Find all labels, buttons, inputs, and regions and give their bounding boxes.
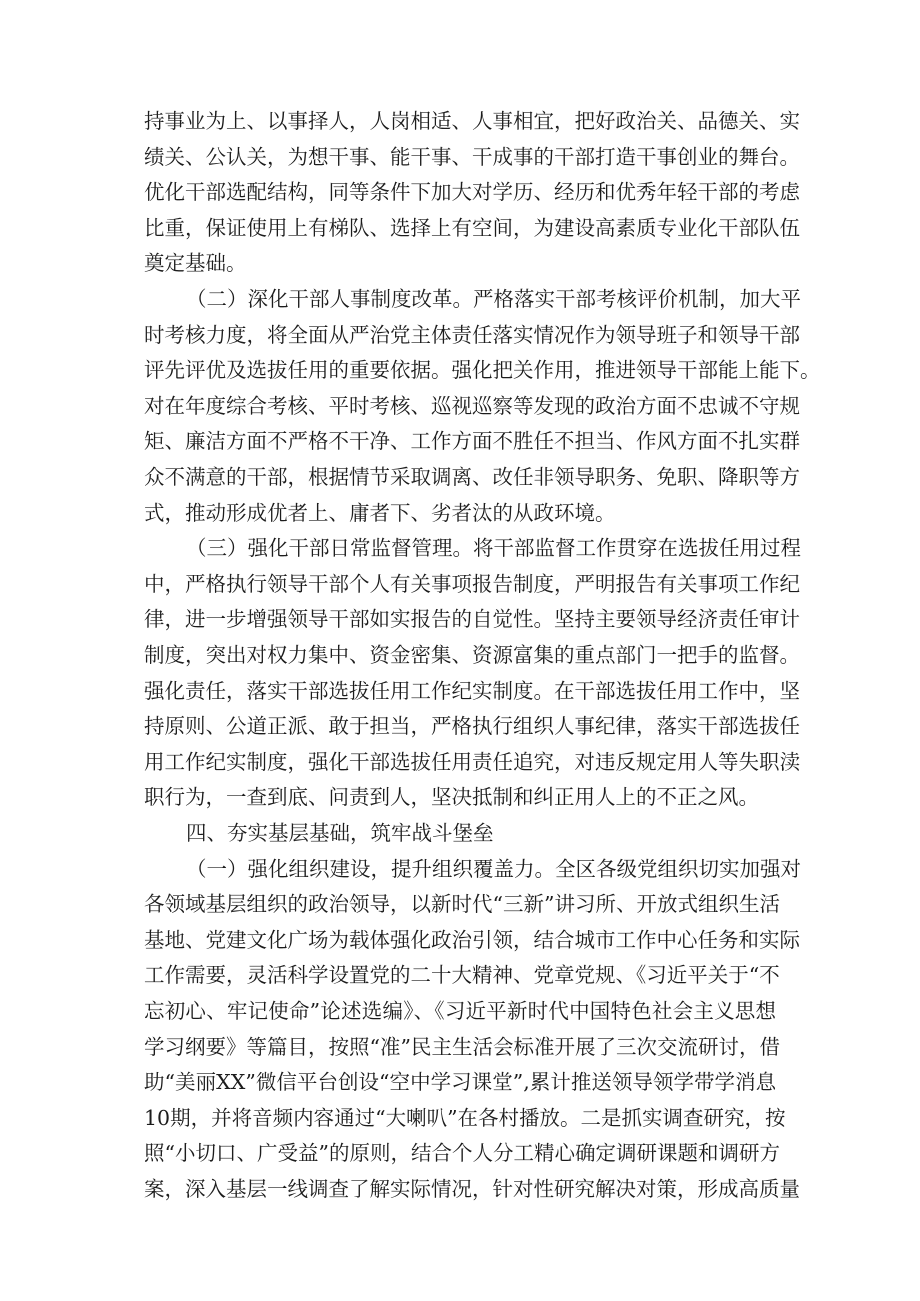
text-line: 对在年度综合考核、平时考核、巡视巡察等发现的政治方面不忠诚不守规 bbox=[144, 394, 800, 418]
text-line: 持事业为上、以事择人，人岗相适、人事相宜，把好政治关、品德关、实 bbox=[144, 109, 800, 133]
text-line: 众不满意的干部，根据情节采取调离、改任非领导职务、免职、降职等方 bbox=[144, 465, 800, 489]
text-line: 学习纲要》等篇目，按照“准”民主生活会标准开展了三次交流研讨，借 bbox=[144, 1035, 780, 1059]
text-line: 式，推动形成优者上、庸者下、劣者汰的从政环境。 bbox=[144, 501, 616, 525]
text-line: 各领域基层组织的政治领导，以新时代“三新”讲习所、开放式组织生活 bbox=[144, 892, 780, 916]
text-line: 律，进一步增强领导干部如实报告的自觉性。坚持主要领导经济责任审计 bbox=[144, 607, 800, 631]
text-line: 强化责任，落实干部选拔任用工作纪实制度。在干部选拔任用工作中，坚 bbox=[144, 679, 800, 703]
text-line: 评先评优及选拔任用的重要依据。强化把关作用，推进领导干部能上能下。 bbox=[144, 358, 821, 382]
text-line: 持原则、公道正派、敢于担当，严格执行组织人事纪律，落实干部选拔任 bbox=[144, 714, 800, 738]
text-line: 时考核力度，将全面从严治党主体责任落实情况作为领导班子和领导干部 bbox=[144, 323, 800, 347]
text-line: 矩、廉洁方面不严格不干净、工作方面不胜任不担当、作风方面不扎实群 bbox=[144, 429, 800, 453]
text-line: 10期，并将音频内容通过“大喇叭”在各村播放。二是抓实调查研究，按 bbox=[144, 1106, 786, 1130]
text-line: 助“美丽XX”微信平台创设“空中学习课堂”,累计推送领导领学带学消息 bbox=[144, 1070, 777, 1094]
section-heading: 四、夯实基层基础，筑牢战斗堡垒 bbox=[186, 821, 494, 845]
text-line: （三）强化干部日常监督管理。将干部监督工作贯穿在选拔任用过程 bbox=[186, 536, 801, 560]
text-line: 照“小切口、广受益”的原则，结合个人分工精心确定调研课题和调研方 bbox=[144, 1141, 780, 1165]
text-line: 忘初心、牢记使命”论述选编》、《习近平新时代中国特色社会主义思想 bbox=[144, 999, 777, 1023]
text-line: 比重，保证使用上有梯队、选择上有空间，为建设高素质专业化干部队伍 bbox=[144, 216, 800, 240]
text-line: 用工作纪实制度，强化干部选拔任用责任追究，对违反规定用人等失职渎 bbox=[144, 750, 800, 774]
text-line: 优化干部选配结构，同等条件下加大对学历、经历和优秀年轻干部的考虑 bbox=[144, 180, 800, 204]
text-line: 中，严格执行领导干部个人有关事项报告制度，严明报告有关事项工作纪 bbox=[144, 572, 800, 596]
text-line: 制度，突出对权力集中、资金密集、资源富集的重点部门一把手的监督。 bbox=[144, 643, 800, 667]
text-line: 案，深入基层一线调查了解实际情况，针对性研究解决对策，形成高质量 bbox=[144, 1177, 800, 1201]
text-line: 工作需要，灵活科学设置党的二十大精神、党章党规、《习近平关于“不 bbox=[144, 963, 780, 987]
text-line: 基地、党建文化广场为载体强化政治引领，结合城市工作中心任务和实际 bbox=[144, 928, 800, 952]
text-line: 职行为，一查到底、问责到人，坚决抵制和纠正用人上的不正之风。 bbox=[144, 785, 759, 809]
text-line: 绩关、公认关，为想干事、能干事、干成事的干部打造干事创业的舞台。 bbox=[144, 145, 800, 169]
text-line: （二）深化干部人事制度改革。严格落实干部考核评价机制，加大平 bbox=[186, 287, 801, 311]
text-line: 奠定基础。 bbox=[144, 251, 247, 275]
text-line: （一）强化组织建设，提升组织覆盖力。全区各级党组织切实加强对 bbox=[186, 857, 801, 881]
